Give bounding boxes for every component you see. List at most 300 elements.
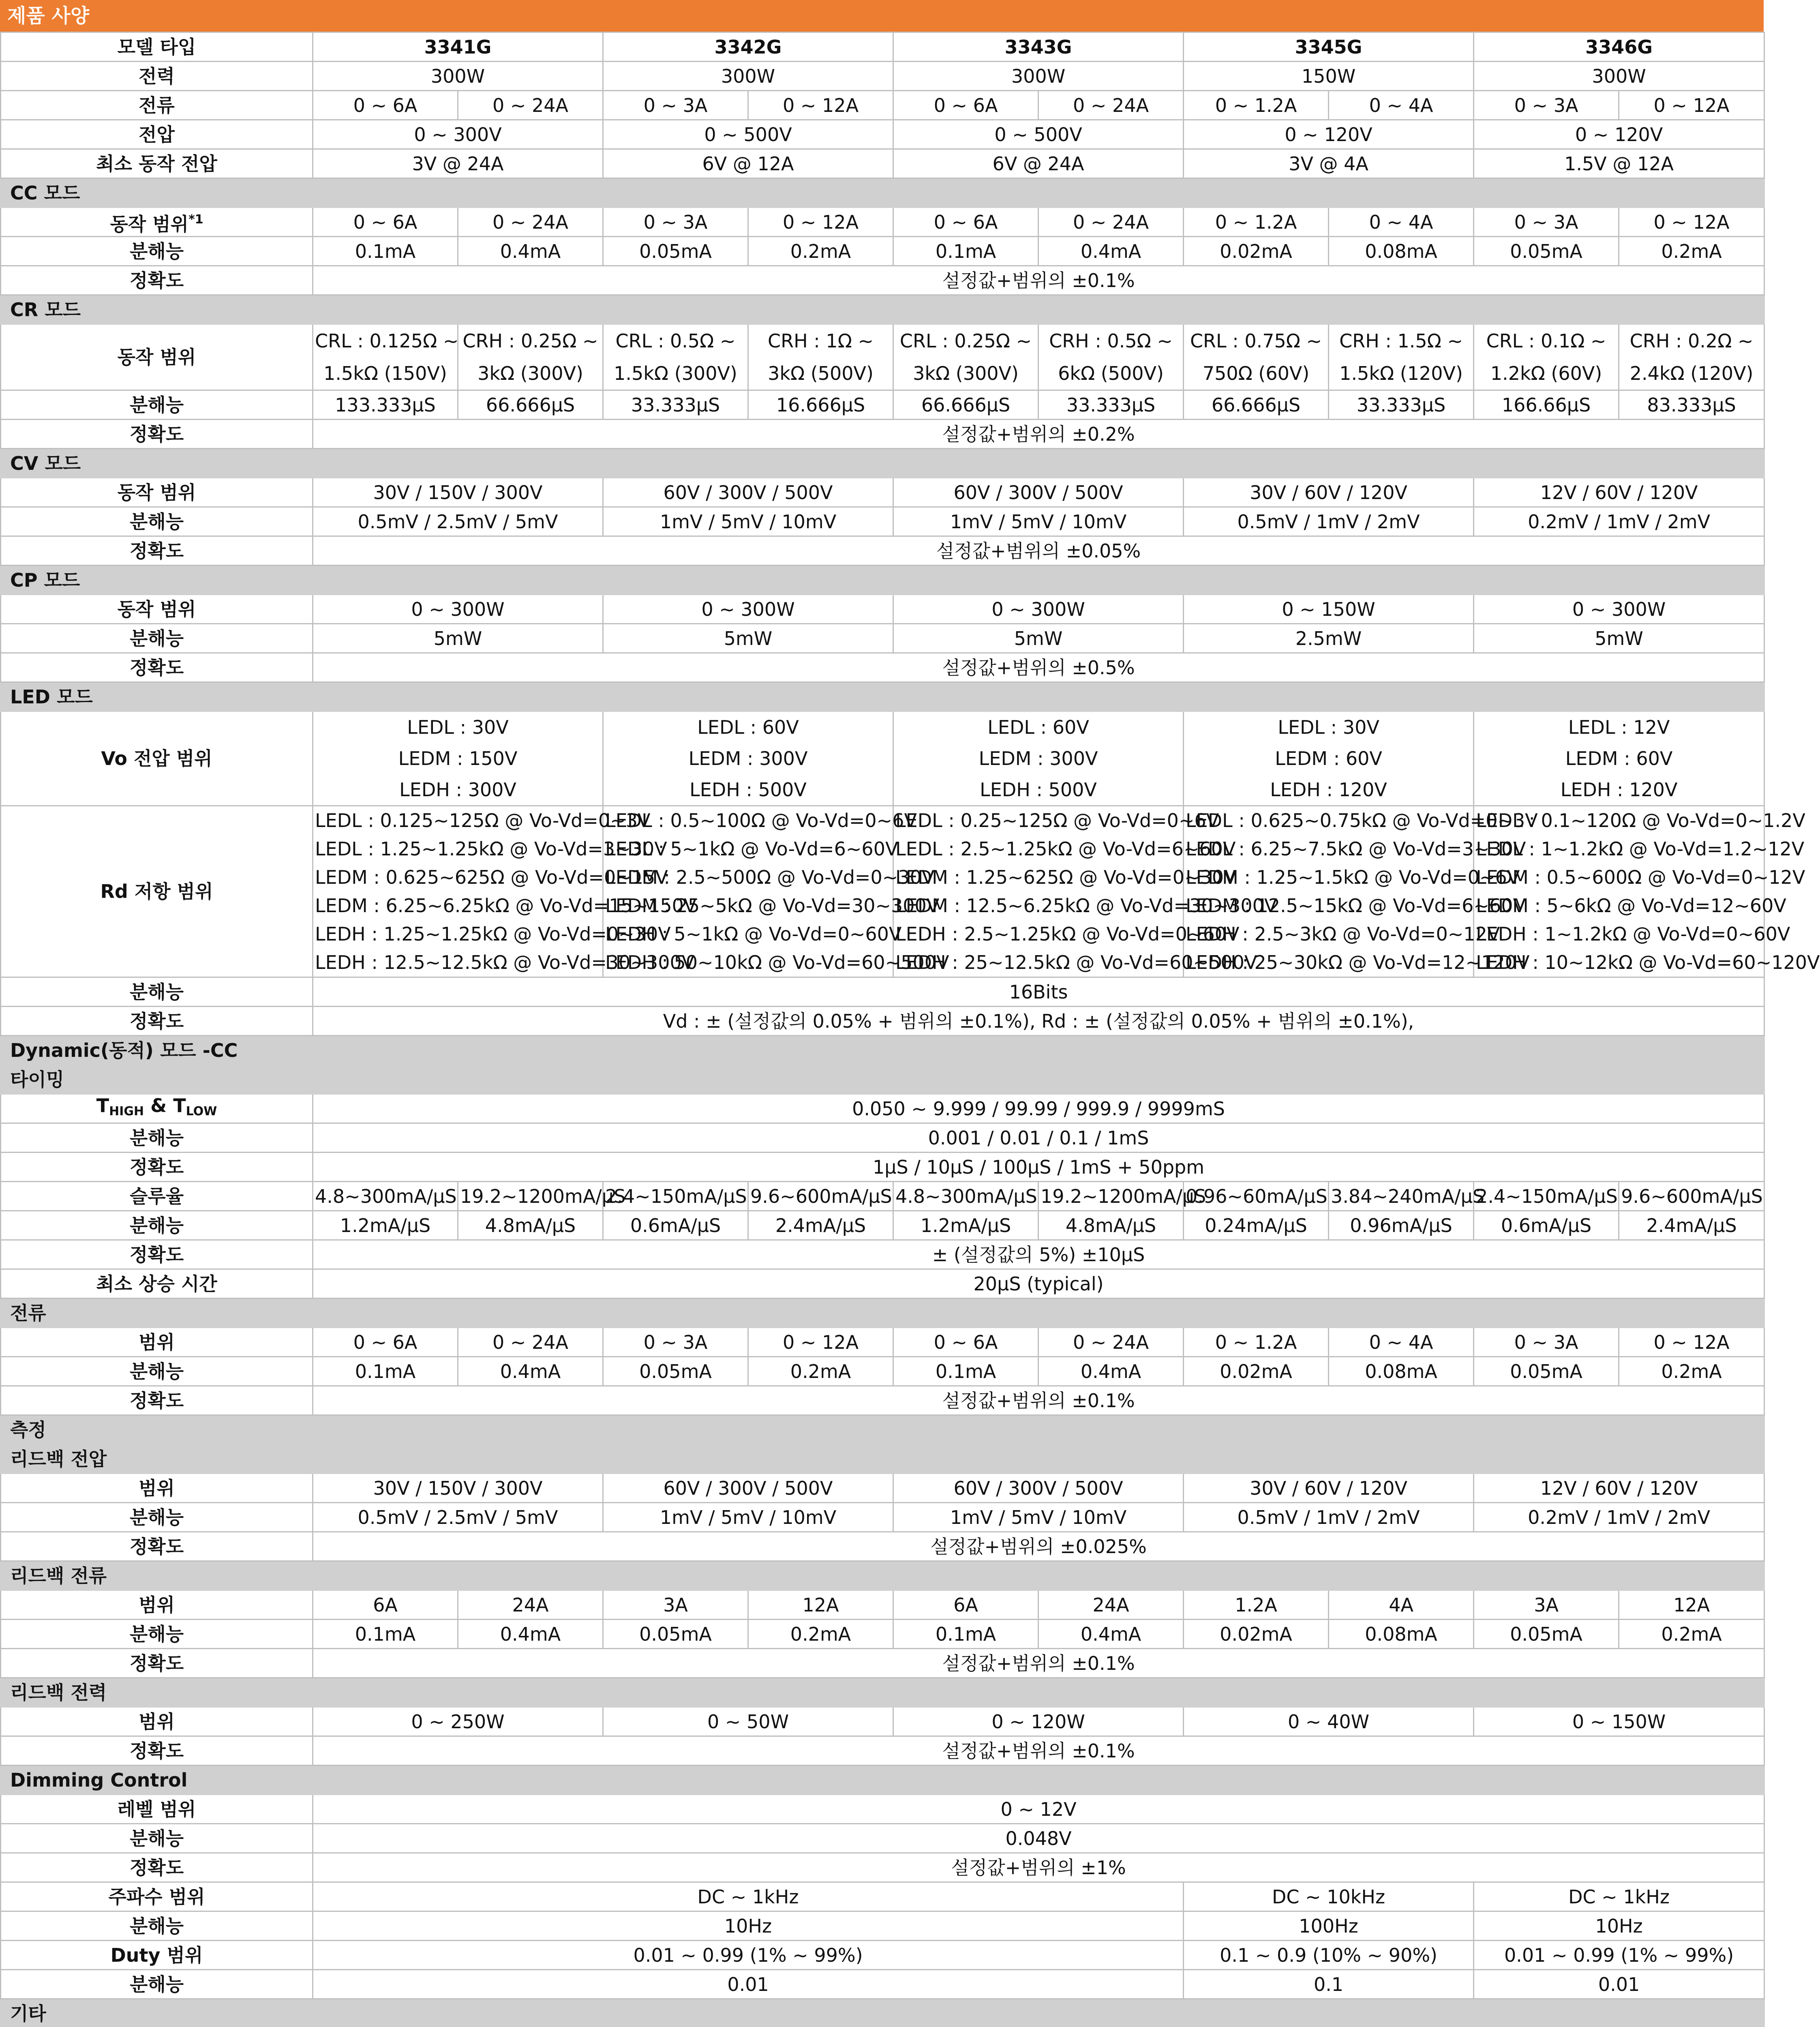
led-vo-row-label	[1, 711, 313, 806]
rp-range-row-cell: 0 ~ 120W	[893, 1707, 1184, 1736]
model-type-row-label-text: 모델 타입	[117, 36, 196, 58]
led-rd-line: LEDM : 12.5~15kΩ @ Vo-Vd=6~60V	[1186, 895, 1526, 917]
dyn-slew-row-cell: 4.8~300mA/μS	[313, 1182, 458, 1211]
cv-acc-row-label	[1, 536, 313, 566]
dimming-section	[1, 1766, 1764, 1795]
led-rd-line: LEDL : 0.625~0.75kΩ @ Vo-Vd=0~3V	[1186, 810, 1538, 831]
dyn-t-acc-row-value: 1μS / 10μS / 100μS / 1mS + 50ppm	[313, 1153, 1764, 1182]
ri-res-row-cell: 0.2mA	[1619, 1620, 1764, 1649]
cr-res-row-cell: 33.333μS	[1038, 390, 1184, 420]
dyn-section	[1, 1036, 1764, 1065]
ri-acc-row-label-text: 정확도	[129, 1652, 184, 1674]
dim-level-res-row-value: 0.048V	[313, 1824, 1764, 1853]
dyn-t-acc-row-label-text: 정확도	[129, 1156, 184, 1178]
led-vo-line: LEDH : 300V	[399, 778, 516, 801]
cr-range-stack	[460, 325, 601, 390]
dim-level-res-row-label	[1, 1824, 313, 1853]
ri-range-row	[1, 1590, 1764, 1620]
dim-freq-res-row-cell: 10Hz	[1474, 1911, 1764, 1941]
led-rd-cell	[1184, 806, 1538, 977]
dyn-thigh-value: 0.050 ~ 9.999 / 99.99 / 999.9 / 9999mS	[313, 1094, 1764, 1123]
current-row-label-text: 전류	[139, 94, 175, 116]
dyn-cur-range-row	[1, 1328, 1764, 1357]
cr-range-stack	[1186, 325, 1326, 390]
cr-res-row-cell: 33.333μS	[1329, 390, 1474, 420]
cp-range-row-cell: 0 ~ 300W	[313, 595, 603, 624]
ri-acc-row-value: 설정값+범위의 ±0.1%	[313, 1649, 1764, 1678]
led-vo-cell	[603, 711, 893, 806]
led-section-title: LED 모드	[1, 682, 1764, 711]
led-rd-row	[1, 806, 1764, 977]
dyn-cur-acc-row	[1, 1386, 1764, 1415]
led-rd-line: LEDH : 10~12kΩ @ Vo-Vd=60~120V	[1476, 951, 1820, 973]
dim-freq-res-row-cell: 10Hz	[313, 1911, 1184, 1941]
dim-freq-row-label	[1, 1882, 313, 1911]
led-vo-line: LEDH : 500V	[980, 778, 1097, 801]
page-title: 제품 사양	[0, 0, 1764, 32]
cc-res-row-cell: 0.2mA	[1619, 237, 1764, 266]
cr-res-row-label	[1, 390, 313, 420]
cr-range-cell	[458, 324, 603, 390]
cv-res-row-cell: 1mV / 5mV / 10mV	[603, 507, 893, 536]
led-rd-line: LEDM : 12.5~6.25kΩ @ Vo-Vd=30~300V	[895, 895, 1277, 917]
led-vo-line: LEDH : 120V	[1560, 778, 1678, 801]
rp-acc-row-label	[1, 1736, 313, 1766]
power-row-cell: 150W	[1184, 62, 1474, 91]
ri-range-row-cell: 4A	[1329, 1590, 1474, 1620]
cp-section	[1, 566, 1764, 595]
cp-res-row	[1, 624, 1764, 653]
meas-section-title: 측정	[1, 1415, 1764, 1444]
readback-power-section-title: 리드백 전력	[1, 1678, 1764, 1707]
cp-range-row	[1, 595, 1764, 624]
rv-range-row	[1, 1474, 1764, 1503]
cc-range-row-cell: 0 ~ 24A	[458, 208, 603, 237]
led-rd-stack	[605, 806, 949, 977]
spec-table	[0, 32, 1820, 2027]
cv-acc-row-value: 설정값+범위의 ±0.05%	[313, 536, 1764, 566]
dyn-cur-range-row-cell: 0 ~ 6A	[313, 1328, 458, 1357]
ri-range-row-label-text: 범위	[139, 1594, 175, 1616]
cr-range-stack	[605, 325, 746, 390]
cr-acc-row-label	[1, 420, 313, 449]
cc-range-row-cell: 0 ~ 4A	[1329, 208, 1474, 237]
led-rd-line: LEDL : 0.25~125Ω @ Vo-Vd=0~6V	[895, 810, 1219, 831]
cc-res-row-label	[1, 237, 313, 266]
cr-range-bottom: 1.5kΩ (300V)	[614, 362, 737, 384]
dyn-cur-range-row-cell: 0 ~ 24A	[1038, 1328, 1184, 1357]
ri-range-row-cell: 12A	[1619, 1590, 1764, 1620]
cr-acc-row-label-text: 정확도	[129, 423, 184, 445]
cr-res-row-cell: 66.666μS	[893, 390, 1038, 420]
dyn-cur-range-row-cell: 0 ~ 24A	[458, 1328, 603, 1357]
cr-range-top: CRH : 0.5Ω ~	[1049, 330, 1173, 352]
led-rd-line: LEDL : 2.5~1.25kΩ @ Vo-Vd=6~60V	[895, 838, 1236, 860]
dim-level-row-value: 0 ~ 12V	[313, 1795, 1764, 1824]
voltage-row-label-text: 전압	[139, 123, 175, 146]
led-vo-line: LEDM : 300V	[688, 747, 808, 769]
dyn-cur-res-row-cell: 0.05mA	[1474, 1357, 1619, 1386]
led-rd-line: LEDM : 1.25~1.5kΩ @ Vo-Vd=0~6V	[1186, 866, 1520, 888]
cp-res-row-cell: 5mW	[313, 624, 603, 653]
led-vo-line: LEDL : 30V	[1278, 716, 1379, 739]
led-vo-line: LEDM : 60V	[1275, 747, 1382, 769]
dyn-rise-row-value: 20μS (typical)	[313, 1269, 1764, 1298]
rp-range-row-label	[1, 1707, 313, 1736]
cr-range-bottom: 3kΩ (500V)	[768, 362, 874, 384]
footnote-marker: *1	[188, 212, 203, 227]
dyn-slew-res-row	[1, 1211, 1764, 1240]
rv-res-row-cell: 1mV / 5mV / 10mV	[893, 1503, 1184, 1532]
ri-res-row-cell: 0.05mA	[1474, 1620, 1619, 1649]
cr-res-row-cell: 66.666μS	[1184, 390, 1329, 420]
led-res-row-label-text: 분해능	[129, 981, 184, 1003]
rv-range-row-cell: 60V / 300V / 500V	[893, 1474, 1184, 1503]
cr-res-row-cell: 16.666μS	[748, 390, 893, 420]
cr-acc-row-value: 설정값+범위의 ±0.2%	[313, 420, 1764, 449]
dyn-cur-range-row-cell: 0 ~ 12A	[1619, 1328, 1764, 1357]
ri-res-row-cell: 0.02mA	[1184, 1620, 1329, 1649]
dim-freq-res-row	[1, 1911, 1764, 1941]
rp-acc-row	[1, 1736, 1764, 1766]
dyn-cur-range-row-cell: 0 ~ 3A	[1474, 1328, 1619, 1357]
cr-res-row-label-text: 분해능	[129, 394, 184, 416]
led-rd-line: LEDL : 0.5~100Ω @ Vo-Vd=0~6V	[605, 810, 917, 831]
rv-res-row-cell: 0.5mV / 1mV / 2mV	[1184, 1503, 1474, 1532]
dyn-cur-acc-row-label-text: 정확도	[129, 1389, 184, 1412]
dyn-slew-res-row-cell: 1.2mA/μS	[313, 1211, 458, 1240]
rv-acc-row	[1, 1532, 1764, 1561]
min-voltage-row	[1, 149, 1764, 178]
rv-res-row-cell: 1mV / 5mV / 10mV	[603, 1503, 893, 1532]
rv-res-row-label	[1, 1503, 313, 1532]
dim-level-row	[1, 1795, 1764, 1824]
dyn-slew-res-row-cell: 2.4mA/μS	[748, 1211, 893, 1240]
cr-range-stack	[1621, 325, 1762, 390]
ri-res-row-label-text: 분해능	[129, 1623, 184, 1645]
ri-range-row-cell: 6A	[893, 1590, 1038, 1620]
cr-res-row-cell: 83.333μS	[1619, 390, 1764, 420]
cv-res-row-cell: 0.5mV / 1mV / 2mV	[1184, 507, 1474, 536]
dim-freq-row	[1, 1882, 1764, 1911]
dim-duty-row-cell: 0.01 ~ 0.99 (1% ~ 99%)	[1474, 1941, 1764, 1970]
led-res-row-label	[1, 977, 313, 1007]
led-rd-cell	[603, 806, 949, 977]
dyn-slew-row-cell: 19.2~1200mA/μS	[1038, 1182, 1184, 1211]
ri-res-row-label	[1, 1620, 313, 1649]
cv-res-row	[1, 507, 1764, 536]
dim-duty-res-row-label-text: 분해능	[129, 1973, 184, 1995]
cc-section-title: CC 모드	[1, 178, 1764, 208]
current-row-cell: 0 ~ 12A	[1619, 91, 1764, 120]
dim-level-acc-row-value: 설정값+범위의 ±1%	[313, 1853, 1764, 1882]
cp-res-row-label	[1, 624, 313, 653]
led-rd-row-label-text: Rd 저항 범위	[100, 881, 213, 902]
cr-range-cell	[1184, 324, 1329, 390]
cr-section	[1, 295, 1764, 324]
ri-range-row-cell: 6A	[313, 1590, 458, 1620]
cc-range-row-cell: 0 ~ 3A	[603, 208, 748, 237]
etc-section	[1, 1999, 1764, 2027]
readback-voltage-section	[1, 1444, 1764, 1474]
cp-range-row-cell: 0 ~ 300W	[603, 595, 893, 624]
led-vo-line: LEDH : 500V	[689, 778, 807, 801]
led-res-row	[1, 977, 1764, 1007]
led-vo-line: LEDL : 12V	[1568, 716, 1670, 739]
led-vo-line: LEDM : 300V	[979, 747, 1098, 769]
cc-res-row-cell: 0.05mA	[603, 237, 748, 266]
cv-res-row-cell: 0.5mV / 2.5mV / 5mV	[313, 507, 603, 536]
cp-acc-row-label-text: 정확도	[129, 656, 184, 679]
led-vo-stack	[315, 712, 601, 805]
readback-current-section-title: 리드백 전류	[1, 1561, 1764, 1590]
dim-freq-res-row-cell: 100Hz	[1184, 1911, 1474, 1941]
cc-range-row-cell: 0 ~ 12A	[748, 208, 893, 237]
cr-range-bottom: 1.2kΩ (60V)	[1490, 362, 1602, 384]
led-rd-line: LEDL : 1~1.2kΩ @ Vo-Vd=1.2~12V	[1476, 838, 1805, 860]
cc-range-row-cell: 0 ~ 3A	[1474, 208, 1619, 237]
led-vo-cell	[313, 711, 603, 806]
model-type-row-cell: 3342G	[603, 32, 893, 62]
dyn-slew-row-label-text: 슬루율	[129, 1185, 184, 1207]
cr-range-stack	[895, 325, 1036, 390]
dyn-rise-row-label-text: 최소 상승 시간	[96, 1273, 217, 1295]
cr-res-row-cell: 33.333μS	[603, 390, 748, 420]
model-type-row-cell: 3343G	[893, 32, 1184, 62]
cr-range-stack	[1041, 325, 1181, 390]
power-row-cell: 300W	[893, 62, 1184, 91]
led-rd-line: LEDL : 1.25~1.25kΩ @ Vo-Vd=3~30V	[315, 838, 667, 860]
dyn-slew-row-label	[1, 1182, 313, 1211]
dyn-cur-range-row-label	[1, 1328, 313, 1357]
cr-range-stack	[750, 325, 891, 390]
led-rd-line: LEDH : 2.5~3kΩ @ Vo-Vd=0~12V	[1186, 923, 1500, 945]
rp-range-row	[1, 1707, 1764, 1736]
cc-range-row-cell: 0 ~ 1.2A	[1184, 208, 1329, 237]
dyn-slew-res-row-cell: 0.24mA/μS	[1184, 1211, 1329, 1240]
ri-range-row-cell: 1.2A	[1184, 1590, 1329, 1620]
rv-res-row-cell: 0.2mV / 1mV / 2mV	[1474, 1503, 1764, 1532]
current-row-cell: 0 ~ 24A	[1038, 91, 1184, 120]
cc-range-row-cell: 0 ~ 6A	[313, 208, 458, 237]
dyn-t-acc-row-label	[1, 1153, 313, 1182]
led-rd-stack	[1186, 806, 1538, 977]
rv-acc-row-value: 설정값+범위의 ±0.025%	[313, 1532, 1764, 1561]
cc-res-row-cell: 0.08mA	[1329, 237, 1474, 266]
led-section	[1, 682, 1764, 711]
cr-range-top: CRL : 0.1Ω ~	[1486, 330, 1606, 352]
voltage-row-label	[1, 120, 313, 149]
dyn-cur-range-row-label-text: 범위	[139, 1331, 175, 1353]
readback-voltage-section-title: 리드백 전압	[1, 1444, 1764, 1474]
dyn-current-section-title: 전류	[1, 1298, 1764, 1328]
led-rd-line: LEDH : 25~30kΩ @ Vo-Vd=12~120V	[1186, 951, 1530, 973]
rp-range-row-cell: 0 ~ 250W	[313, 1707, 603, 1736]
dyn-slew-row-cell: 2.4~150mA/μS	[603, 1182, 748, 1211]
dyn-slew-row-cell: 19.2~1200mA/μS	[458, 1182, 603, 1211]
dyn-slew-row-cell: 2.4~150mA/μS	[1474, 1182, 1619, 1211]
cv-res-row-cell: 1mV / 5mV / 10mV	[893, 507, 1184, 536]
dyn-cur-range-row-cell: 0 ~ 6A	[893, 1328, 1038, 1357]
cv-section	[1, 449, 1764, 478]
led-vo-stack	[1186, 712, 1471, 805]
dyn-section-title: Dynamic(동적) 모드 -CC	[1, 1036, 1764, 1065]
rv-range-row-cell: 30V / 150V / 300V	[313, 1474, 603, 1503]
cp-range-row-cell: 0 ~ 150W	[1184, 595, 1474, 624]
ri-res-row-cell: 0.4mA	[1038, 1620, 1184, 1649]
led-vo-cell	[1184, 711, 1474, 806]
dyn-slew-res-row-cell: 2.4mA/μS	[1619, 1211, 1764, 1240]
cr-range-top: CRH : 0.25Ω ~	[462, 330, 598, 352]
dyn-slew-res-row-cell: 4.8mA/μS	[1038, 1211, 1184, 1240]
rp-range-row-cell: 0 ~ 50W	[603, 1707, 893, 1736]
cv-range-row-cell: 12V / 60V / 120V	[1474, 478, 1764, 507]
dyn-cur-res-row-cell: 0.08mA	[1329, 1357, 1474, 1386]
dim-duty-res-row-cell: 0.01	[313, 1970, 1184, 1999]
cc-acc-row	[1, 266, 1764, 295]
led-rd-line: LEDM : 5~6kΩ @ Vo-Vd=12~60V	[1476, 895, 1786, 917]
dyn-rise-row	[1, 1269, 1764, 1298]
rv-range-row-label	[1, 1474, 313, 1503]
dyn-slew-res-row-label-text: 분해능	[129, 1214, 184, 1236]
ri-res-row-cell: 0.2mA	[748, 1620, 893, 1649]
rv-res-row-cell: 0.5mV / 2.5mV / 5mV	[313, 1503, 603, 1532]
dim-duty-res-row-label	[1, 1970, 313, 1999]
min-voltage-row-cell: 1.5V @ 12A	[1474, 149, 1764, 178]
cv-range-row-label	[1, 478, 313, 507]
led-rd-line: LEDH : 12.5~12.5kΩ @ Vo-Vd=30~300V	[315, 951, 695, 973]
rv-range-row-cell: 60V / 300V / 500V	[603, 1474, 893, 1503]
dyn-cur-acc-row-label	[1, 1386, 313, 1415]
ri-range-row-cell: 12A	[748, 1590, 893, 1620]
cr-range-row-label-text: 동작 범위	[117, 346, 196, 368]
cc-range-row-cell: 0 ~ 6A	[893, 208, 1038, 237]
dim-level-acc-row-label-text: 정확도	[129, 1856, 184, 1879]
dyn-slew-row-cell: 3.84~240mA/μS	[1329, 1182, 1474, 1211]
led-vo-line: LEDM : 150V	[398, 747, 518, 769]
voltage-row-cell: 0 ~ 500V	[603, 120, 893, 149]
dyn-cur-range-row-cell: 0 ~ 12A	[748, 1328, 893, 1357]
led-acc-row-value: Vd : ± (설정값의 0.05% + 범위의 ±0.1%), Rd : ± (설정값의 0.05% + 범위의 ±0.1%),	[313, 1007, 1764, 1036]
cp-section-title: CP 모드	[1, 566, 1764, 595]
dyn-slew-row-cell: 9.6~600mA/μS	[1619, 1182, 1764, 1211]
current-row-cell: 0 ~ 4A	[1329, 91, 1474, 120]
rv-range-row-cell: 12V / 60V / 120V	[1474, 1474, 1764, 1503]
led-rd-line: LEDH : 2.5~1.25kΩ @ Vo-Vd=0~60V	[895, 923, 1240, 945]
dyn-slew-row-cell: 0.96~60mA/μS	[1184, 1182, 1329, 1211]
led-vo-stack	[1476, 712, 1762, 805]
min-voltage-row-label	[1, 149, 313, 178]
cr-range-cell	[1619, 324, 1764, 390]
dyn-slew-res-row-label	[1, 1211, 313, 1240]
dyn-slew-row-cell: 4.8~300mA/μS	[893, 1182, 1038, 1211]
dim-level-res-row-label-text: 분해능	[129, 1827, 184, 1849]
cr-range-bottom: 3kΩ (300V)	[477, 362, 583, 384]
cr-range-cell	[748, 324, 893, 390]
ri-res-row-cell: 0.1mA	[313, 1620, 458, 1649]
cr-range-cell	[1329, 324, 1474, 390]
cr-range-stack	[1331, 325, 1471, 390]
rv-range-row-label-text: 범위	[139, 1477, 175, 1499]
ri-range-row-cell: 24A	[1038, 1590, 1184, 1620]
model-type-row-cell: 3345G	[1184, 32, 1474, 62]
ri-res-row-cell: 0.05mA	[603, 1620, 748, 1649]
rv-acc-row-label-text: 정확도	[129, 1535, 184, 1558]
cv-range-row-cell: 30V / 150V / 300V	[313, 478, 603, 507]
power-row-cell: 300W	[603, 62, 893, 91]
power-row-label	[1, 62, 313, 91]
min-voltage-row-cell: 6V @ 12A	[603, 149, 893, 178]
cv-res-row-label-text: 분해능	[129, 510, 184, 533]
led-rd-line: LEDM : 6.25~6.25kΩ @ Vo-Vd=15~150V	[315, 895, 697, 917]
voltage-row-cell: 0 ~ 120V	[1474, 120, 1764, 149]
led-rd-line: LEDL : 5~1kΩ @ Vo-Vd=6~60V	[605, 838, 898, 860]
ri-range-row-label	[1, 1590, 313, 1620]
led-vo-line: LEDM : 60V	[1565, 747, 1673, 769]
cc-range-row-label-text: 동작 범위	[110, 213, 189, 235]
cr-range-stack	[315, 325, 459, 390]
dim-freq-res-row-label	[1, 1911, 313, 1941]
dyn-timing-section-title: 타이밍	[1, 1065, 1764, 1094]
led-res-row-value: 16Bits	[313, 977, 1764, 1007]
dyn-slew-acc-row	[1, 1240, 1764, 1269]
cv-range-row	[1, 478, 1764, 507]
cc-acc-row-value: 설정값+범위의 ±0.1%	[313, 266, 1764, 295]
cv-range-row-cell: 30V / 60V / 120V	[1184, 478, 1474, 507]
cr-range-row	[1, 324, 1764, 390]
dyn-cur-res-row-cell: 0.2mA	[748, 1357, 893, 1386]
cr-range-top: CRH : 1.5Ω ~	[1339, 330, 1463, 352]
dyn-slew-res-row-cell: 1.2mA/μS	[893, 1211, 1038, 1240]
cc-range-row-cell: 0 ~ 24A	[1038, 208, 1184, 237]
cr-range-row-label	[1, 324, 313, 390]
led-rd-line: LEDL : 0.125~125Ω @ Vo-Vd=0~3V	[315, 810, 651, 831]
led-rd-line: LEDM : 2.5~500Ω @ Vo-Vd=0~30V	[605, 866, 935, 888]
led-rd-cell	[893, 806, 1277, 977]
spec-table-body	[1, 32, 1820, 2027]
led-vo-line: LEDL : 60V	[987, 716, 1089, 739]
led-rd-line: LEDH : 1~1.2kΩ @ Vo-Vd=0~60V	[1476, 923, 1790, 945]
led-vo-cell	[1474, 711, 1764, 806]
cc-res-row-cell: 0.1mA	[893, 237, 1038, 266]
min-voltage-row-cell: 3V @ 24A	[313, 149, 603, 178]
led-rd-stack	[1476, 806, 1820, 977]
cr-range-top: CRL : 0.125Ω ~	[315, 330, 459, 352]
dim-freq-row-cell: DC ~ 1kHz	[313, 1882, 1184, 1911]
ri-res-row-cell: 0.1mA	[893, 1620, 1038, 1649]
dyn-cur-acc-row-value: 설정값+범위의 ±0.1%	[313, 1386, 1764, 1415]
cr-range-cell	[313, 324, 458, 390]
cr-range-bottom: 2.4kΩ (120V)	[1629, 362, 1754, 384]
led-acc-row	[1, 1007, 1764, 1036]
dyn-t-res-row-label	[1, 1123, 313, 1153]
cv-acc-row	[1, 536, 1764, 566]
ri-acc-row	[1, 1649, 1764, 1678]
dyn-cur-res-row	[1, 1357, 1764, 1386]
current-row-cell: 0 ~ 6A	[313, 91, 458, 120]
cc-res-row-cell: 0.05mA	[1474, 237, 1619, 266]
rp-acc-row-value: 설정값+범위의 ±0.1%	[313, 1736, 1764, 1766]
current-row-cell: 0 ~ 24A	[458, 91, 603, 120]
voltage-row-cell: 0 ~ 120V	[1184, 120, 1474, 149]
dyn-slew-acc-row-label	[1, 1240, 313, 1269]
cr-range-top: CRL : 0.75Ω ~	[1190, 330, 1322, 352]
ri-range-row-cell: 3A	[603, 1590, 748, 1620]
cc-range-row	[1, 208, 1764, 237]
dyn-rise-row-label	[1, 1269, 313, 1298]
thigh-sub: HIGH	[109, 1104, 144, 1118]
cc-res-row	[1, 237, 1764, 266]
